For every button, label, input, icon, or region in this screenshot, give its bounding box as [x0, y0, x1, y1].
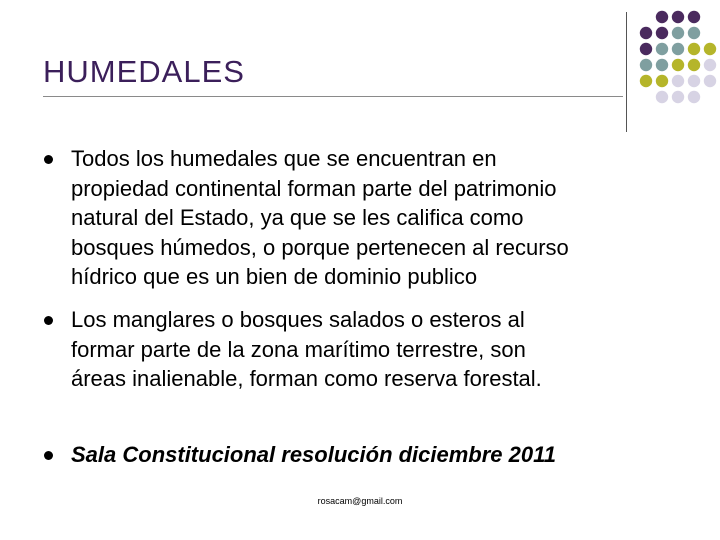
vertical-divider [626, 12, 627, 132]
decorative-dot [640, 59, 652, 71]
bullet-dot-icon [44, 451, 53, 460]
footer-email: rosacam@gmail.com [317, 496, 403, 506]
decorative-dot [688, 75, 700, 87]
decorative-dot [656, 43, 668, 55]
decorative-dot [672, 59, 684, 71]
decorative-dot [656, 91, 668, 103]
decorative-dot [656, 27, 668, 39]
decorative-dot [704, 75, 716, 87]
decorative-dot [640, 75, 652, 87]
decorative-dot [688, 43, 700, 55]
decorative-dot [656, 59, 668, 71]
decorative-dot-grid [638, 8, 720, 120]
decorative-dot [656, 75, 668, 87]
title-divider [43, 96, 623, 97]
decorative-dot [640, 43, 652, 55]
decorative-dot [704, 59, 716, 71]
decorative-dot [672, 91, 684, 103]
decorative-dot [688, 91, 700, 103]
decorative-dot [672, 43, 684, 55]
decorative-dot [688, 11, 700, 23]
decorative-dot [704, 43, 716, 55]
decorative-dot [688, 27, 700, 39]
decorative-dot [672, 75, 684, 87]
decorative-dot [688, 59, 700, 71]
slide-title: HUMEDALES [43, 54, 245, 89]
decorative-dot [656, 11, 668, 23]
decorative-dot [640, 27, 652, 39]
bullet-dot-icon [44, 316, 53, 325]
bullet-dot-icon [44, 155, 53, 164]
decorative-dot [672, 11, 684, 23]
bullet-text-2: Los manglares o bosques salados o esteros al formar parte de la zona marítimo terrestre, son áreas inalienable, forman como reserva forestal. [71, 307, 542, 391]
bullet-text-1: Todos los humedales que se encuentran en propiedad continental forman parte del patrimonio natural del Estado, ya que se les califica como bosques húmedos, o porque pertenecen al recurso hídrico que es un bien de dominio publico [71, 146, 569, 289]
decorative-dot [672, 27, 684, 39]
bullet-text-3: Sala Constitucional resolución diciembre 2011 [71, 442, 556, 467]
